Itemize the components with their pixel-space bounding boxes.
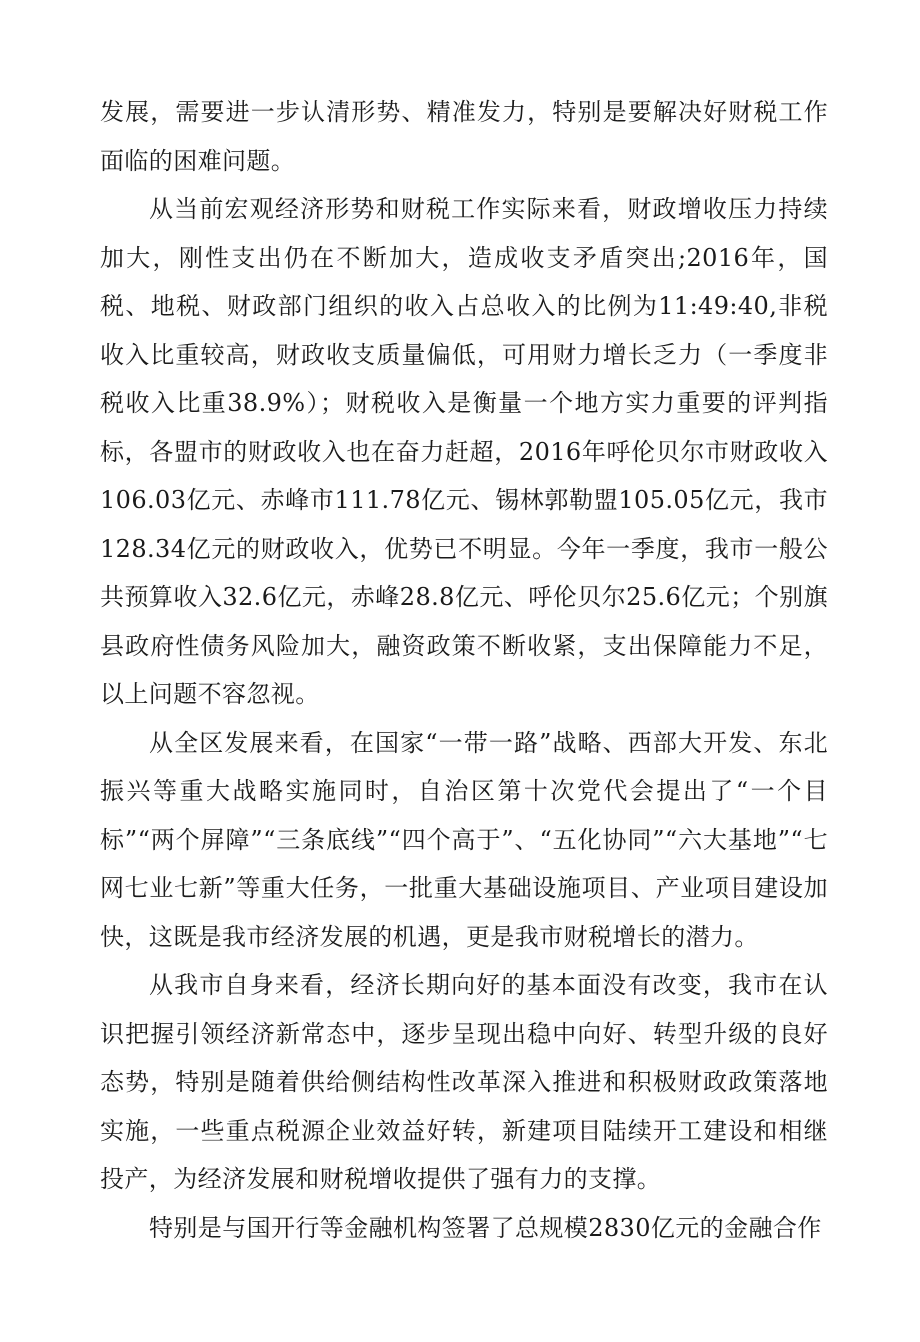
paragraph-1: 发展，需要进一步认清形势、精准发力，特别是要解决好财税工作面临的困难问题。 bbox=[100, 98, 828, 175]
paragraph-2: 从当前宏观经济形势和财税工作实际来看，财政增收压力持续加大，刚性支出仍在不断加大，造成收支矛盾突出;2016年，国税、地税、财政部门组织的收入占总收入的比例为11:49:40,非税收入比重较高，财政收支质量偏低，可用财力增长乏力（一季度非税收入比重38.9%）；财税收入是衡量一个地方实力重要的评判指标，各盟市的财政收入也在奋力赶超，2016年呼伦贝尔市财政收入106.03亿元、赤峰市111.78亿元、锡林郭勒盟105.05亿元，我市128.34亿元的财政收入，优势已不明显。今年一季度，我市一般公共预算收入32.6亿元，赤峰28.8亿元、呼伦贝尔25.6亿元；个别旗县政府性债务风险加大，融资政策不断收紧，支出保障能力不足，以上问题不容忽视。 bbox=[100, 195, 828, 708]
paragraph-5: 特别是与国开行等金融机构签署了总规模2830亿元的金融合作 bbox=[149, 1213, 822, 1242]
paragraph-3: 从全区发展来看，在国家“一带一路”战略、西部大开发、东北振兴等重大战略实施同时，自治区第十次党代会提出了“一个目标”“两个屏障”“三条底线”“四个高于”、“五化协同”“六大基地”“七网七业七新”等重大任务，一批重大基础设施项目、产业项目建设加快，这既是我市经济发展的机遇，更是我市财税增长的潜力。 bbox=[100, 728, 828, 951]
document-body bbox=[100, 88, 828, 1252]
paragraph-4: 从我市自身来看，经济长期向好的基本面没有改变，我市在认识把握引领经济新常态中，逐步呈现出稳中向好、转型升级的良好态势，特别是随着供给侧结构性改革深入推进和积极财政政策落地实施，一些重点税源企业效益好转，新建项目陆续开工建设和相继投产，为经济发展和财税增收提供了强有力的支撑。 bbox=[100, 971, 828, 1193]
